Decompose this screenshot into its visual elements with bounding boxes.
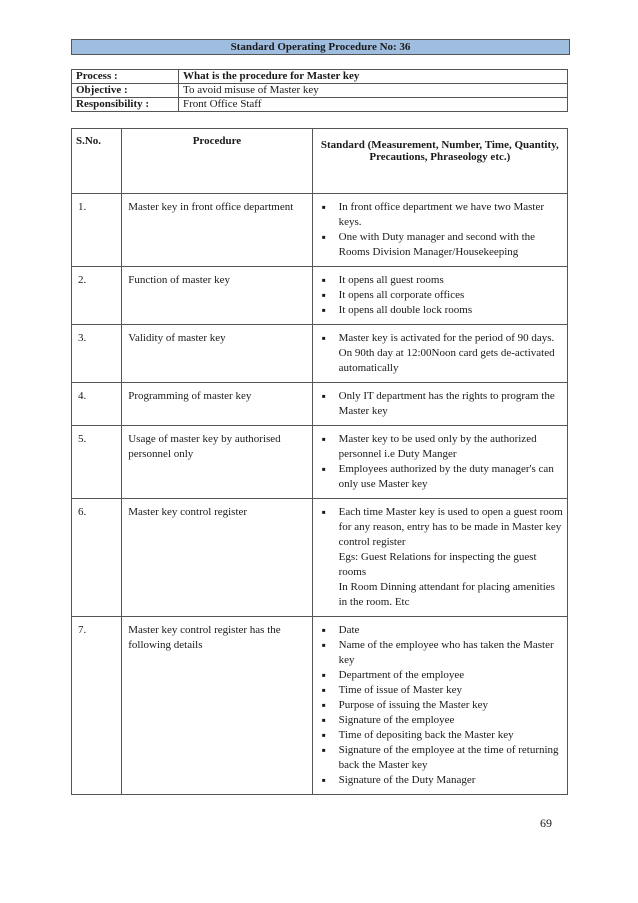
row-number: 1. <box>72 194 122 267</box>
list-item: ▪ It opens all corporate offices <box>319 288 563 303</box>
process-row <box>72 70 568 84</box>
list-item: ▪ Master key to be used only by the authorized personnel i.e Duty Manger <box>319 432 563 462</box>
standard-list <box>319 505 563 550</box>
standard-list <box>319 273 563 318</box>
header-row <box>72 129 568 194</box>
row-procedure: Validity of master key <box>122 325 312 383</box>
table-row <box>72 194 568 267</box>
standard-note: Egs: Guest Relations for inspecting the guest rooms <box>338 551 537 578</box>
table-row <box>72 267 568 325</box>
row-standard <box>312 194 567 267</box>
list-item: ▪ Purpose of issuing the Master key <box>319 698 563 713</box>
table-row <box>72 426 568 499</box>
row-standard <box>312 617 567 795</box>
header-sno: S.No. <box>72 129 122 194</box>
row-standard <box>312 383 567 426</box>
list-item: ▪ Time of issue of Master key <box>319 683 563 698</box>
row-number: 7. <box>72 617 122 795</box>
row-standard <box>312 325 567 383</box>
list-item: ▪ It opens all double lock rooms <box>319 303 563 318</box>
standard-list <box>319 331 563 376</box>
list-item: ▪ It opens all guest rooms <box>319 273 563 288</box>
row-procedure: Master key control register <box>122 499 312 617</box>
table-row <box>72 617 568 795</box>
list-item: ▪ Each time Master key is used to open a guest room for any reason, entry has to be made in Master key control register <box>319 505 563 550</box>
row-procedure: Programming of master key <box>122 383 312 426</box>
list-item: ▪ Signature of the employee <box>319 713 563 728</box>
header-standard: Standard (Measurement, Number, Time, Quantity, Precautions, Phraseology etc.) <box>312 129 567 194</box>
row-standard <box>312 426 567 499</box>
standard-list <box>319 389 563 419</box>
list-item: ▪ Signature of the employee at the time of returning back the Master key <box>319 743 563 773</box>
standard-list <box>319 432 563 492</box>
row-standard <box>312 499 567 617</box>
row-number: 5. <box>72 426 122 499</box>
list-item: ▪ Time of depositing back the Master key <box>319 728 563 743</box>
list-item: ▪ In front office department we have two Master keys. <box>319 200 563 230</box>
row-number: 2. <box>72 267 122 325</box>
table-row <box>72 383 568 426</box>
objective-label: Objective : <box>72 84 179 98</box>
table-row <box>72 499 568 617</box>
list-item: ▪ Signature of the Duty Manager <box>319 773 563 788</box>
row-procedure: Usage of master key by authorised personnel only <box>122 426 312 499</box>
header-procedure: Procedure <box>122 129 312 194</box>
page-number: 69 <box>540 816 552 830</box>
meta-table <box>71 69 568 112</box>
objective-value: To avoid misuse of Master key <box>179 84 568 98</box>
table-row <box>72 325 568 383</box>
row-number: 4. <box>72 383 122 426</box>
row-procedure: Master key in front office department <box>122 194 312 267</box>
row-procedure: Function of master key <box>122 267 312 325</box>
list-item: ▪ Only IT department has the rights to program the Master key <box>319 389 563 419</box>
responsibility-row <box>72 98 568 112</box>
list-item: ▪ Date <box>319 623 563 638</box>
list-item: ▪ One with Duty manager and second with the Rooms Division Manager/Housekeeping <box>319 230 563 260</box>
row-number: 3. <box>72 325 122 383</box>
list-item: ▪ Master key is activated for the period of 90 days. On 90th day at 12:00Noon card gets de-activated automatically <box>319 331 563 376</box>
responsibility-value: Front Office Staff <box>179 98 568 112</box>
row-standard <box>312 267 567 325</box>
list-item: ▪ Employees authorized by the duty manager's can only use Master key <box>319 462 563 492</box>
list-item: ▪ Name of the employee who has taken the Master key <box>319 638 563 668</box>
row-number: 6. <box>72 499 122 617</box>
process-value: What is the procedure for Master key <box>179 70 568 84</box>
responsibility-label: Responsibility : <box>72 98 179 112</box>
standard-note: In Room Dinning attendant for placing amenities in the room. Etc <box>338 581 555 608</box>
standard-list <box>319 623 563 788</box>
process-label: Process : <box>72 70 179 84</box>
list-item: ▪ Department of the employee <box>319 668 563 683</box>
objective-row <box>72 84 568 98</box>
row-procedure: Master key control register has the following details <box>122 617 312 795</box>
sop-title: Standard Operating Procedure No: 36 <box>71 39 570 55</box>
standard-list <box>319 200 563 260</box>
procedure-table <box>71 128 568 795</box>
